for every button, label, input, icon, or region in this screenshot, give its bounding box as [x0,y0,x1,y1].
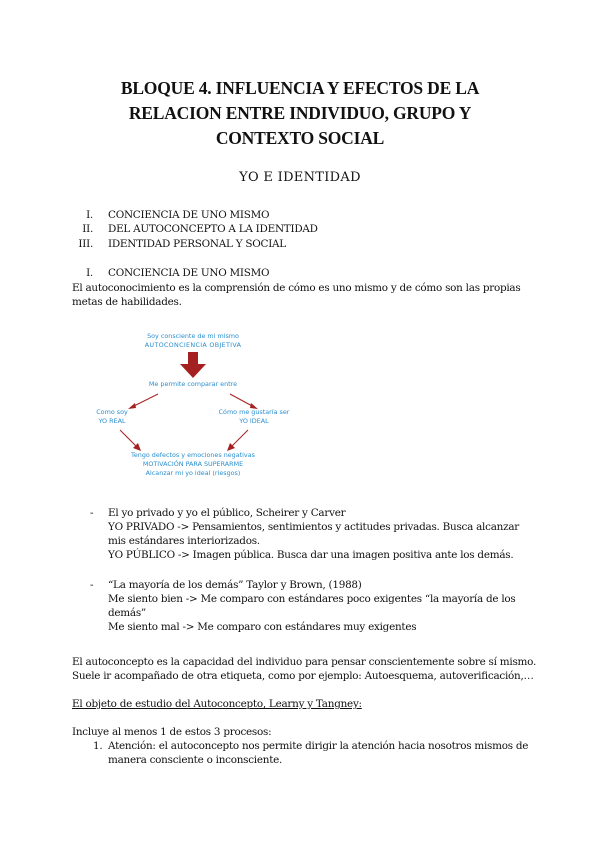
item-number: 1. [93,740,103,752]
autoconcepto-paragraph [72,655,552,683]
bullet-marker: - [90,579,94,591]
section-heading [0,266,600,280]
toc-number: II. [82,223,93,235]
toc-item [0,208,600,222]
paragraph-line: El autoconcepto es la capacidad del individuo para pensar conscientemente sobre sí mismo. [72,656,537,668]
paragraph-line: El autoconocimiento es la comprensión de cómo es uno mismo y de cómo son las propias [72,282,521,294]
diagram-bottom-line2: MOTIVACIÓN PARA SUPERARME [142,460,244,468]
intro-paragraph [72,281,542,309]
bullet-line: Me siento bien -> Me comparo con estándares poco exigentes “la mayoría de los [108,593,516,605]
section-subtitle: YO E IDENTIDAD [239,170,361,185]
title-line: BLOQUE 4. INFLUENCIA Y EFECTOS DE LA [120,78,480,98]
includes-text: Incluye al menos 1 de estos 3 procesos: [72,726,272,738]
bullet-line: El yo privado y yo el público, Scheirer y Carver [108,507,346,519]
bullet-marker: - [90,507,94,519]
title-line: CONTEXTO SOCIAL [215,128,385,148]
toc-item [0,222,600,236]
diagram-left-line2: YO REAL [98,417,126,425]
diagram-bottom-line3: Alcanzar mi yo ideal (riesgos) [145,469,241,477]
toc-label: CONCIENCIA DE UNO MISMO [108,209,270,221]
toc-label: IDENTIDAD PERSONAL Y SOCIAL [108,238,286,250]
objeto-heading: El objeto de estudio del Autoconcepto, Learny y Tangney: [72,698,362,710]
item-line: Atención: el autoconcepto nos permite dirigir la atención hacia nosotros mismos de [108,740,529,752]
arrow-left-icon [132,394,158,407]
self-awareness-diagram [72,322,314,488]
paragraph-line: Suele ir acompañado de otra etiqueta, como por ejemplo: Autoesquema, autoverificación,… [72,670,534,682]
paragraph-line: metas de habilidades. [72,296,182,308]
bullet-line: Me siento mal -> Me comparo con estándares muy exigentes [108,621,417,633]
arrow-down-left-icon [120,430,138,448]
title-line: RELACION ENTRE INDIVIDUO, GRUPO Y [128,103,472,123]
toc-item [0,237,600,251]
diagram-top-line2: AUTOCONCIENCIA OBJETIVA [144,341,242,349]
diagram-bottom-line1: Tengo defectos y emociones negativas [131,451,255,459]
bullet-line: demás” [108,607,146,619]
toc-number: I. [86,209,93,221]
diagram-middle: Me permite comparar entre [148,380,238,388]
bullet-line: “La mayoría de los demás” Taylor y Brown, (1988) [108,579,362,591]
section-number: I. [86,267,93,279]
section-label: CONCIENCIA DE UNO MISMO [108,267,270,279]
toc-label: DEL AUTOCONCEPTO A LA IDENTIDAD [108,223,318,235]
bullet-line: YO PÚBLICO -> Imagen pública. Busca dar una imagen positiva ante los demás. [108,549,514,561]
bullet-line: mis estándares interiorizados. [108,535,260,547]
bullet-line: YO PRIVADO -> Pensamientos, sentimientos y actitudes privadas. Busca alcanzar [108,521,519,533]
diagram-right-line2: YO IDEAL [239,417,269,425]
arrow-right-icon [230,394,254,407]
item-line: manera consciente o inconsciente. [108,754,283,766]
diagram-right-line1: Cómo me gustaría ser [218,408,290,416]
arrowhead-icon [128,403,136,409]
diagram-left-line1: Como soy [96,408,128,416]
down-arrow-icon [180,352,206,378]
diagram-top-line1: Soy consciente de mi mismo [147,332,239,340]
arrow-down-right-icon [230,430,248,448]
toc-number: III. [78,238,93,250]
document-title [60,76,540,151]
